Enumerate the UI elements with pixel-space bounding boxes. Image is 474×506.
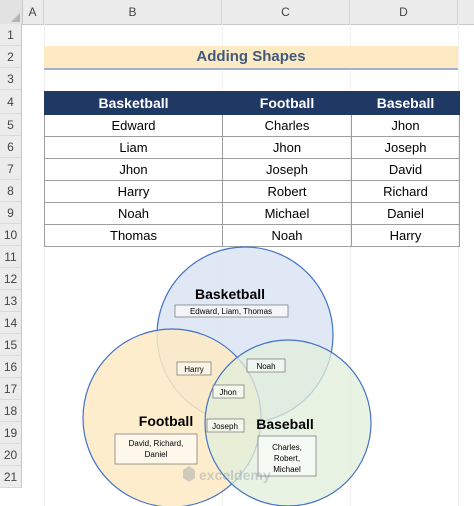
column-header-b[interactable]: B xyxy=(44,0,222,24)
row-header-13[interactable]: 13 xyxy=(0,290,22,312)
table-cell[interactable]: Daniel xyxy=(352,203,460,225)
baseball-members-line-1: Charles, xyxy=(272,443,302,452)
row-header-17[interactable]: 17 xyxy=(0,378,22,400)
football-label: Football xyxy=(138,413,194,429)
table-cell[interactable]: Michael xyxy=(223,203,352,225)
basketball-members: Edward, Liam, Thomas xyxy=(189,307,273,316)
table-cell[interactable]: David xyxy=(352,159,460,181)
football-members-line-1: David, Richard, xyxy=(128,439,184,448)
row-header-21[interactable]: 21 xyxy=(0,466,22,488)
row-header-4[interactable]: 4 xyxy=(0,90,22,114)
table-cell[interactable]: Joseph xyxy=(223,159,352,181)
table-cell[interactable]: Noah xyxy=(45,203,223,225)
row-header-2[interactable]: 2 xyxy=(0,46,22,68)
page-title[interactable]: Adding Shapes xyxy=(44,46,458,70)
table-cell[interactable]: Noah xyxy=(223,225,352,247)
row-header-9[interactable]: 9 xyxy=(0,202,22,224)
table-cell[interactable]: Harry xyxy=(45,181,223,203)
row-header-8[interactable]: 8 xyxy=(0,180,22,202)
table-cell[interactable]: Liam xyxy=(45,137,223,159)
row-header-10[interactable]: 10 xyxy=(0,224,22,246)
football-members-line-2: Daniel xyxy=(144,450,168,459)
baseball-members-line-2: Robert, xyxy=(273,454,301,463)
row-header-5[interactable]: 5 xyxy=(0,114,22,136)
header-football[interactable]: Football xyxy=(223,92,352,115)
row-header-18[interactable]: 18 xyxy=(0,400,22,422)
overlap-basketball-football: Harry xyxy=(184,365,204,374)
table-cell[interactable]: Jhon xyxy=(223,137,352,159)
header-basketball[interactable]: Basketball xyxy=(45,92,223,115)
overlap-all: Jhon xyxy=(219,388,237,397)
table-cell[interactable]: Joseph xyxy=(352,137,460,159)
table-cell[interactable]: Jhon xyxy=(352,115,460,137)
row-header-1[interactable]: 1 xyxy=(0,24,22,46)
table-cell[interactable]: Edward xyxy=(45,115,223,137)
table-cell[interactable]: Jhon xyxy=(45,159,223,181)
baseball-label: Baseball xyxy=(256,416,314,432)
column-header-a[interactable]: A xyxy=(22,0,44,24)
overlap-basketball-baseball: Noah xyxy=(256,362,276,371)
header-baseball[interactable]: Baseball xyxy=(352,92,460,115)
row-header-19[interactable]: 19 xyxy=(0,422,22,444)
table-cell[interactable]: Harry xyxy=(352,225,460,247)
table-cell[interactable]: Robert xyxy=(223,181,352,203)
row-header-20[interactable]: 20 xyxy=(0,444,22,466)
row-header-7[interactable]: 7 xyxy=(0,158,22,180)
row-header-15[interactable]: 15 xyxy=(0,334,22,356)
row-header-6[interactable]: 6 xyxy=(0,136,22,158)
overlap-football-baseball: Joseph xyxy=(212,422,238,431)
baseball-members-line-3: Michael xyxy=(273,465,301,474)
row-header-14[interactable]: 14 xyxy=(0,312,22,334)
row-header-3[interactable]: 3 xyxy=(0,68,22,90)
row-header-16[interactable]: 16 xyxy=(0,356,22,378)
table-cell[interactable]: Richard xyxy=(352,181,460,203)
table-cell[interactable]: Thomas xyxy=(45,225,223,247)
basketball-label: Basketball xyxy=(194,286,266,302)
watermark-text: exceldemy xyxy=(199,467,271,483)
row-header-12[interactable]: 12 xyxy=(0,268,22,290)
column-header-d[interactable]: D xyxy=(350,0,458,24)
column-header-c[interactable]: C xyxy=(222,0,350,24)
row-header-11[interactable]: 11 xyxy=(0,246,22,268)
table-cell[interactable]: Charles xyxy=(223,115,352,137)
